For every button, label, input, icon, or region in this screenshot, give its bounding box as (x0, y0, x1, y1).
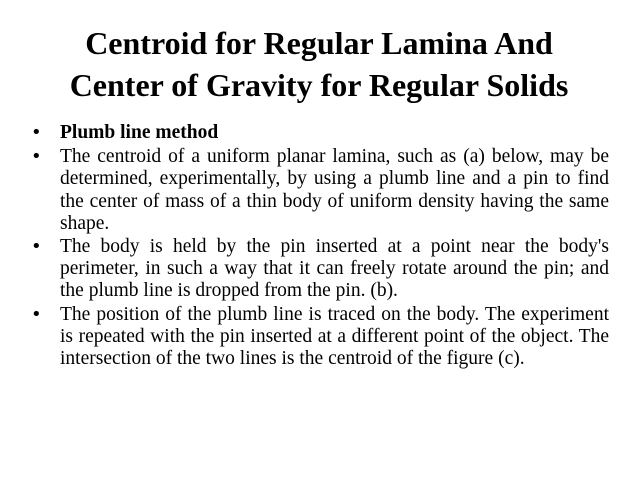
bullet-icon: • (31, 122, 42, 143)
bullet-item-centroid-description (31, 146, 609, 235)
bullet-item-tracing-lines (31, 304, 609, 371)
slide-title-line-1: Centroid for Regular Lamina And (85, 25, 553, 61)
slide-title (20, 22, 618, 106)
bullet-icon: • (31, 146, 42, 168)
bullet-icon: • (31, 303, 42, 325)
bullet-text: Plumb line method (60, 122, 219, 143)
bullet-text: The centroid of a uniform planar lamina, such as (a) below, may be determined, experimentally, by using a plumb line and a pin to find the center of mass of a thin body of uniform density having the same shape. (60, 146, 609, 234)
bullet-item-plumb-line-method (31, 122, 609, 144)
bullet-list (31, 122, 609, 370)
bullet-text: The position of the plumb line is traced on the body. The experiment is repeated with the pin inserted at a different point of the object. The intersection of the two lines is the centroid of the figure (c). (60, 303, 609, 370)
bullet-item-pin-suspension (31, 236, 609, 303)
slide-title-line-2: Center of Gravity for Regular Solids (69, 67, 569, 103)
bullet-icon: • (31, 236, 42, 258)
bullet-text: The body is held by the pin inserted at a point near the body's perimeter, in such a way that it can freely rotate around the pin; and the plumb line is dropped from the pin. (b). (60, 236, 609, 302)
